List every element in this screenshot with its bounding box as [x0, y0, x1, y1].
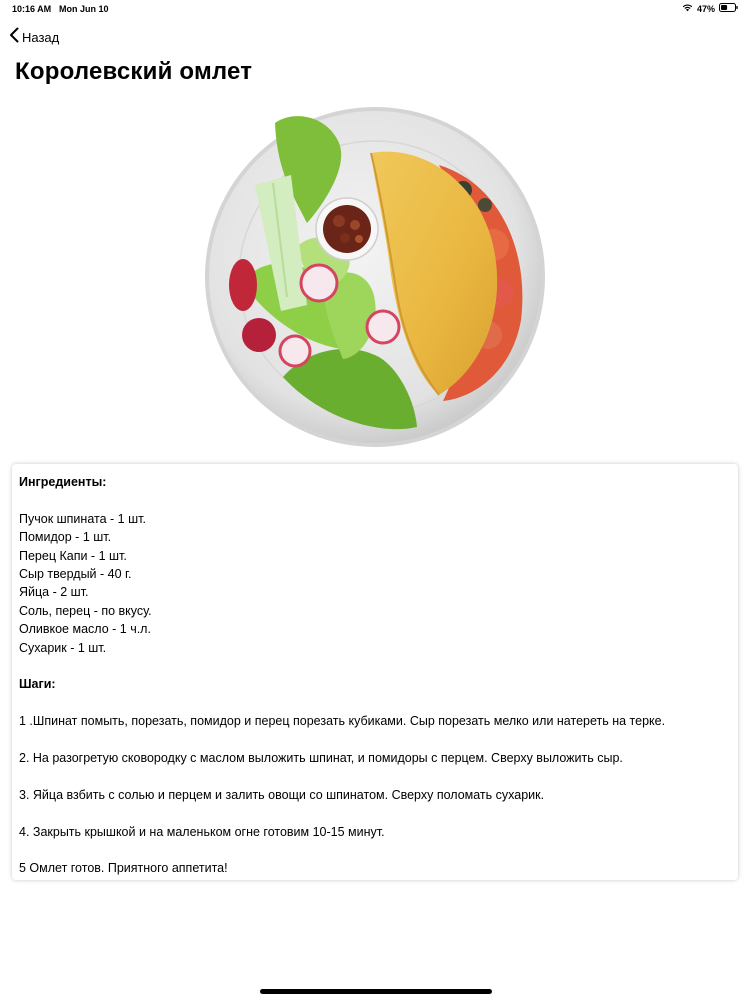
- step-item: 2. На разогретую сковородку с маслом выложить шпинат, и помидоры с перцем. Сверху выложить сыр.: [19, 751, 623, 766]
- status-time: 10:16 AM: [12, 4, 52, 14]
- step-item: 4. Закрыть крышкой и на маленьком огне готовим 10-15 минут.: [19, 824, 385, 839]
- page-title: Королевский омлет: [15, 58, 253, 85]
- ingredient-item: Перец Капи - 1 шт.: [19, 548, 127, 563]
- step-item: 3. Яйца взбить с солью и перцем и залить овощи со шпинатом. Сверху поломать сухарик.: [19, 787, 545, 802]
- recipe-card: [12, 464, 738, 880]
- step-item: 5 Омлет готов. Приятного аппетита!: [19, 861, 228, 876]
- omelet-plate-image: [203, 105, 548, 450]
- ingredient-item: Соль, перец - по вкусу.: [19, 603, 152, 618]
- status-indicators: [682, 3, 738, 14]
- ingredient-item: Сухарик - 1 шт.: [19, 640, 107, 655]
- battery-icon: [719, 3, 738, 14]
- wifi-icon: [682, 3, 693, 14]
- step-item: 1 .Шпинат помыть, порезать, помидор и перец порезать кубиками. Сыр порезать мелко или натереть на терке.: [19, 714, 666, 729]
- ingredients-heading: Ингредиенты:: [19, 475, 107, 489]
- status-date: Mon Jun 10: [59, 4, 109, 14]
- back-button-label: Назад: [22, 30, 60, 45]
- chevron-left-icon: [9, 27, 19, 48]
- ingredient-item: Пучок шпината - 1 шт.: [19, 511, 146, 526]
- steps-heading: Шаги:: [19, 677, 56, 692]
- back-button[interactable]: [9, 27, 59, 48]
- ingredient-item: Яйца - 2 шт.: [19, 585, 89, 600]
- status-bar: [0, 0, 750, 20]
- ingredient-item: Сыр твердый - 40 г.: [19, 567, 132, 582]
- ingredient-item: Оливкое масло - 1 ч.л.: [19, 622, 151, 637]
- ingredient-item: Помидор - 1 шт.: [19, 530, 112, 545]
- home-indicator[interactable]: [260, 989, 492, 994]
- battery-percent: 47%: [696, 3, 715, 14]
